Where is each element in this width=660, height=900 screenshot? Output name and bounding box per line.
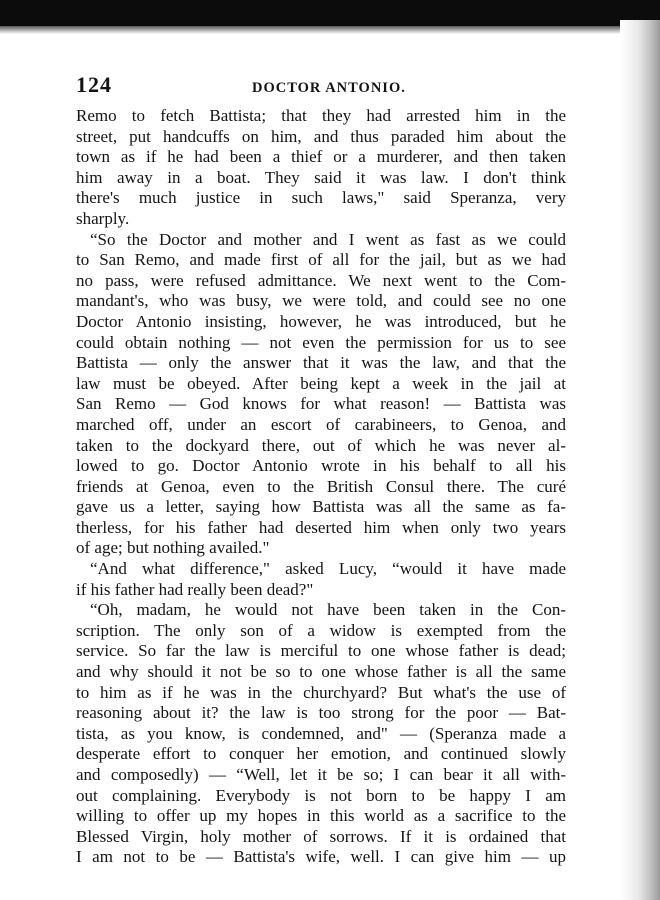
- text-line: to him as if he was in the churchyard? But what's the use of: [76, 682, 566, 702]
- text-line: could obtain nothing — not even the permission for us to see: [76, 332, 566, 352]
- text-line: sharply.: [76, 208, 130, 228]
- running-head: [76, 72, 566, 106]
- text-line: scription. The only son of a widow is exempted from the: [76, 620, 566, 640]
- page-number: 124: [76, 72, 112, 97]
- text-line: service. So far the law is merciful to one whose father is dead;: [76, 641, 566, 661]
- text-line: and composedly) — “Well, let it be so; I can bear it all with-: [76, 765, 566, 784]
- text-line: mandant's, who was busy, we were told, and could see no one: [76, 291, 566, 311]
- text-line: “So the Doctor and mother and I went as fast as we could: [90, 229, 566, 249]
- text-line: San Remo — God knows for what reason! — Battista was: [76, 394, 566, 414]
- text-line: tista, as you know, is condemned, and" — (Speranza made a: [76, 723, 566, 743]
- text-line: gave us a letter, saying how Battista was all the same as fa-: [76, 497, 566, 517]
- text-line: willing to offer up my hopes in this world as a sacrifice to the: [76, 806, 566, 826]
- text-line: town as if he had been a thief or a murderer, and then taken: [76, 147, 566, 167]
- text-line: lowed to go. Doctor Antonio wrote in his behalf to all his: [76, 456, 566, 476]
- text-line: and why should it not be so to one whose father is all the same: [76, 662, 566, 682]
- body-text: [76, 106, 566, 868]
- text-line: desperate effort to conquer her emotion, and continued slowly: [76, 744, 566, 764]
- scan-top-edge: [0, 0, 660, 26]
- text-line: to San Remo, and made first of all for the jail, but as we had: [76, 250, 566, 270]
- text-line: if his father had really been dead?": [76, 579, 314, 599]
- text-line: Remo to fetch Battista; that they had arrested him in the: [76, 106, 566, 125]
- text-line: out complaining. Everybody is not born to be happy I am: [76, 785, 566, 805]
- text-line: there's much justice in such laws," said Speranza, very: [76, 188, 566, 208]
- text-line: friends at Genoa, even to the British Consul there. The curé: [76, 476, 566, 496]
- book-gutter-shadow: [620, 20, 660, 900]
- text-line: “And what difference," asked Lucy, “would it have made: [90, 559, 566, 579]
- text-line: “Oh, madam, he would not have been taken in the Con-: [90, 600, 566, 620]
- text-line: street, put handcuffs on him, and thus paraded him about the: [76, 126, 566, 146]
- running-title: DOCTOR ANTONIO.: [252, 80, 406, 96]
- text-line: him away in a boat. They said it was law. I don't think: [76, 167, 566, 187]
- text-line: Doctor Antonio insisting, however, he was introduced, but he: [76, 311, 566, 331]
- text-line: no pass, were refused admittance. We next went to the Com-: [76, 270, 566, 290]
- text-line: Battista — only the answer that it was the law, and that the: [76, 353, 566, 373]
- text-line: taken to the dockyard there, out of which he was never al-: [76, 435, 566, 455]
- text-line: reasoning about it? the law is too strong for the poor — Bat-: [76, 703, 566, 723]
- scan-top-shadow: [0, 26, 660, 34]
- text-line: Blessed Virgin, holy mother of sorrows. If it is ordained that: [76, 826, 566, 846]
- text-line: marched off, under an escort of carabineers, to Genoa, and: [76, 414, 566, 434]
- book-page: [76, 72, 566, 868]
- text-line: law must be obeyed. After being kept a week in the jail at: [76, 373, 566, 393]
- text-line: I am not to be — Battista's wife, well. I can give him — up: [76, 847, 566, 867]
- text-line: therless, for his father had deserted him when only two years: [76, 517, 566, 537]
- text-line: of age; but nothing availed.": [76, 538, 270, 558]
